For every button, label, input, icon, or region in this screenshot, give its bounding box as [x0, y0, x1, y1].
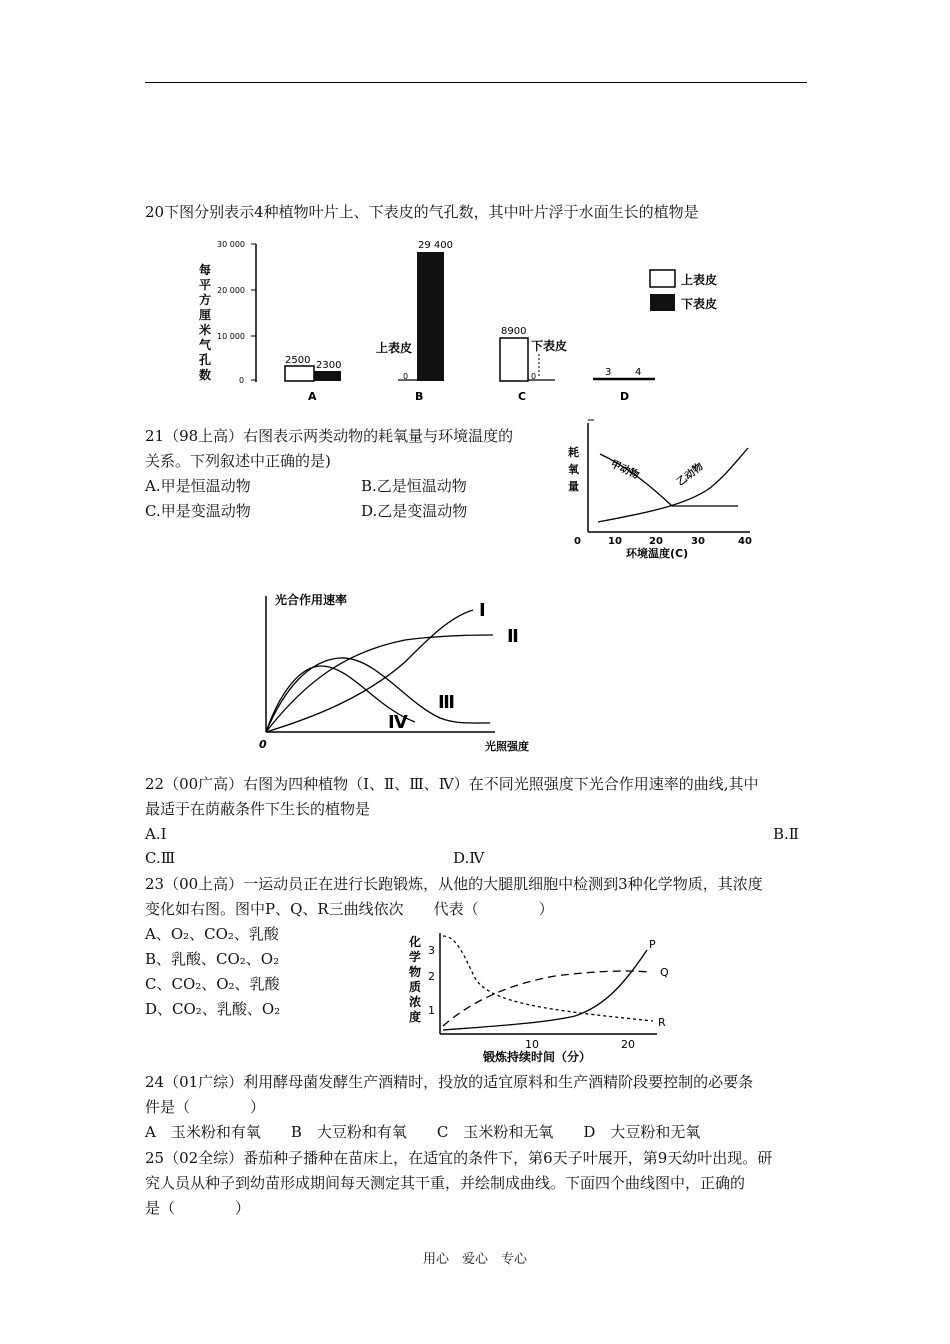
q22-optB: B.Ⅱ	[773, 825, 799, 843]
chart22-xlabel: 光照强度	[485, 740, 529, 753]
ytick-2: 2	[428, 970, 435, 983]
label-yi: 乙动物	[675, 461, 706, 489]
label-C-lower: 下表皮	[531, 339, 568, 353]
val-A-lower: 2300	[316, 360, 342, 371]
cat-A: A	[308, 390, 317, 403]
q23-line1: 23（00上高）一运动员正在进行长跑锻炼，从他的大腿肌细胞中检测到3种化学物质，其浓度	[145, 875, 763, 893]
muscle-chemicals-chart	[395, 928, 685, 1063]
xtick-0: 0	[574, 536, 581, 547]
ytick-3: 3	[428, 944, 435, 957]
label-III: Ⅲ	[438, 692, 456, 713]
val-B-lower: 29 400	[418, 240, 453, 251]
ytick-1: 1	[428, 1004, 435, 1017]
q21-optB: B.乙是恒温动物	[361, 477, 467, 495]
q24-line2: 件是（ ）	[145, 1098, 266, 1116]
xtick-40: 40	[738, 536, 752, 547]
legend-lower-label: 下表皮	[681, 297, 718, 311]
xtick-30: 30	[691, 536, 705, 547]
chart21-ylabel-3: 量	[568, 480, 579, 493]
label-R: R	[658, 1016, 666, 1029]
q25-line3: 是（ ）	[145, 1199, 251, 1217]
legend-upper-label: 上表皮	[681, 273, 718, 287]
q25-line1: 25（02全综）番茄种子播种在苗床上，在适宜的条件下，第6天子叶展开，第9天幼叶出现。研	[145, 1149, 773, 1167]
q23-optB: B、乳酸、CO₂、O₂	[145, 950, 280, 968]
q24-line1: 24（01广综）利用酵母菌发酵生产酒精时，投放的适宜原料和生产酒精阶段要控制的必要条	[145, 1073, 754, 1091]
q22-line1: 22（00广高）右图为四种植物（Ⅰ、Ⅱ、Ⅲ、Ⅳ）在不同光照强度下光合作用速率的曲线,其中	[145, 775, 759, 793]
xtick-10: 10	[608, 536, 622, 547]
q21-line1: 21（98上高）右图表示两类动物的耗氧量与环境温度的	[145, 427, 514, 445]
ytick-30000: 30 000	[217, 240, 245, 249]
stomata-bar-chart	[195, 232, 755, 412]
oxygen-consumption-chart	[560, 418, 770, 563]
chart23-xlabel: 锻炼持续时间（分）	[483, 1050, 592, 1064]
val-A-upper: 2500	[285, 355, 311, 366]
chart23-ylabel-vertical: 化学物质浓度	[409, 935, 422, 1024]
bar-A-upper	[285, 366, 314, 381]
chart21-ylabel-2: 氧	[568, 463, 579, 476]
curve-R	[443, 936, 653, 1021]
val-C-lower: 0	[531, 372, 537, 381]
ytick-20000: 20 000	[217, 286, 245, 295]
xtick-20: 20	[621, 1038, 635, 1051]
label-P: P	[649, 938, 656, 951]
q23-line2: 变化如右图。图中P、Q、R三曲线依次 代表（ ）	[145, 900, 554, 918]
q21-line2: 关系。下列叙述中正确的是)	[145, 452, 331, 470]
label-I: Ⅰ	[479, 600, 486, 621]
q21-optC: C.甲是变温动物	[145, 502, 251, 520]
ytick-0: 0	[239, 376, 245, 385]
chart22-origin: 0	[259, 738, 267, 751]
val-B-upper: 0	[403, 372, 409, 381]
curve-yi	[598, 448, 748, 522]
chart22-ylabel: 光合作用速率	[275, 593, 348, 607]
q22-optA: A.Ⅰ	[145, 825, 167, 843]
bar-A-lower	[314, 371, 341, 381]
curve-P	[443, 950, 647, 1030]
xtick-10: 10	[525, 1038, 539, 1051]
legend-lower-swatch	[650, 294, 675, 311]
q21-optA: A.甲是恒温动物	[145, 477, 251, 495]
legend-upper-swatch	[650, 270, 675, 287]
photosynthesis-chart	[255, 592, 555, 757]
label-B-upper: 上表皮	[376, 341, 413, 355]
q25-line2: 究人员从种子到幼苗形成期间每天测定其干重，并绘制成曲线。下面四个曲线图中，正确的	[145, 1174, 746, 1192]
curve-Q	[443, 971, 650, 1026]
val-D-upper: 3	[605, 367, 612, 378]
chart21-xlabel: 环境温度(C)	[626, 547, 689, 560]
curve-I	[266, 610, 473, 732]
q23-optA: A、O₂、CO₂、乳酸	[145, 925, 279, 943]
q22-optC: C.Ⅲ	[145, 849, 176, 867]
xtick-20: 20	[649, 536, 663, 547]
label-Q: Q	[660, 966, 669, 979]
q21-optD: D.乙是变温动物	[361, 502, 468, 520]
bar-B-lower	[417, 252, 444, 381]
q22-optD: D.Ⅳ	[453, 849, 485, 867]
bar-C-upper	[500, 338, 528, 381]
cat-C: C	[518, 390, 527, 403]
q23-optC: C、CO₂、O₂、乳酸	[145, 975, 280, 993]
q24-options: A 玉米粉和有氧 B 大豆粉和有氧 C 玉米粉和无氧 D 大豆粉和无氧	[145, 1123, 701, 1141]
y-axis-label: 每平方厘米气孔数	[199, 263, 212, 382]
cat-D: D	[620, 390, 630, 403]
q22-line2: 最适于在荫蔽条件下生长的植物是	[145, 800, 371, 818]
header-rule	[145, 82, 807, 83]
cat-B: B	[415, 390, 424, 403]
page-footer: 用心 爱心 专心	[422, 1252, 527, 1267]
val-C-upper: 8900	[501, 326, 527, 337]
label-II: Ⅱ	[507, 626, 519, 647]
q20-text: 20下图分别表示4种植物叶片上、下表皮的气孔数，其中叶片浮于水面生长的植物是	[145, 203, 699, 221]
curve-II	[266, 635, 493, 732]
label-IV: Ⅳ	[388, 712, 408, 733]
q23-optD: D、CO₂、乳酸、O₂	[145, 1000, 281, 1018]
label-jia: 甲动物	[608, 458, 641, 482]
val-D-lower: 4	[635, 367, 642, 378]
ytick-10000: 10 000	[217, 332, 245, 341]
chart21-ylabel-1: 耗	[568, 446, 579, 459]
